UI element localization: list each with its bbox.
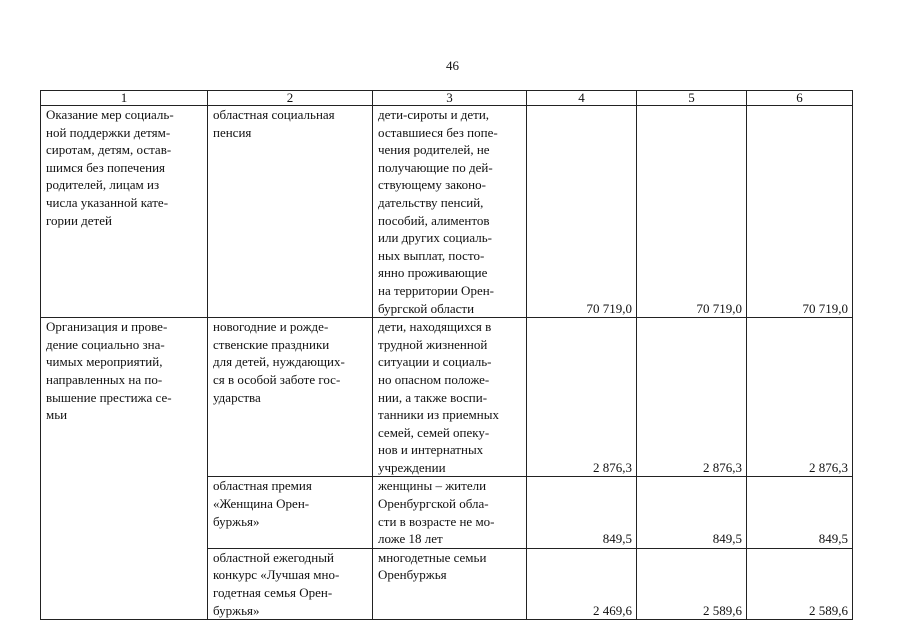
recipients-text: многодетные семьи Оренбуржья: [378, 549, 487, 583]
support-type-cell: [208, 477, 373, 548]
page-number: 46: [446, 58, 459, 73]
table-row: [41, 318, 853, 477]
recipients-cell: [373, 477, 527, 548]
recipients-text: женщины – жители Оренбургской обла- сти в возрасте не мо- ложе 18 лет: [378, 478, 495, 547]
column-number-1: 1: [41, 91, 208, 106]
measure-text: Организация и прове- дение социально зна- чимых мероприятий, направленных на по- вышение престижа се- мьи: [46, 319, 172, 423]
amount-col4: 2 876,3: [527, 318, 637, 477]
amount-col6: 2 876,3: [747, 318, 853, 477]
table-row: [41, 106, 853, 318]
amount-col4: 70 719,0: [527, 106, 637, 318]
column-number-6: 6: [747, 91, 853, 106]
support-type-text: областная премия «Женщина Орен- буржья»: [213, 478, 312, 529]
amount-col5: 2 876,3: [637, 318, 747, 477]
amount-col5: 849,5: [637, 477, 747, 548]
recipients-cell: [373, 548, 527, 619]
measure-text: Оказание мер социаль- ной поддержки детям- сиротам, детям, остав- шимся без попечения родителей, лицам из числа указанной кате- гории детей: [46, 107, 174, 228]
column-number-3: 3: [373, 91, 527, 106]
support-type-cell: [208, 106, 373, 318]
support-type-cell: [208, 318, 373, 477]
amount-col4: 2 469,6: [527, 548, 637, 619]
budget-table: [40, 90, 853, 620]
column-number-row: [41, 91, 853, 106]
amount-col4: 849,5: [527, 477, 637, 548]
column-number-2: 2: [208, 91, 373, 106]
amount-col6: 70 719,0: [747, 106, 853, 318]
amount-col6: 849,5: [747, 477, 853, 548]
recipients-text: дети, находящихся в трудной жизненной ситуации и социаль- но опасном положе- нии, а также воспи- танники из приемных семей, семей опеку- нов и интернатных учреждении: [378, 319, 499, 475]
recipients-cell: [373, 318, 527, 477]
column-number-5: 5: [637, 91, 747, 106]
recipients-text: дети-сироты и дети, оставшиеся без попе- чения родителей, не получающие по дей- ствующему законо- дательству пенсий, пособий, алиментов или других социаль- ных выплат, посто- янно проживающие на территории Орен- бургской области: [378, 107, 498, 316]
column-number-4: 4: [527, 91, 637, 106]
recipients-cell: [373, 106, 527, 318]
support-type-text: областной ежегодный конкурс «Лучшая мно- годетная семья Орен- буржья»: [213, 549, 340, 618]
support-type-text: новогодние и рожде- ственские праздники для детей, нуждающих- ся в особой заботе гос- ударства: [213, 319, 345, 405]
amount-col6: 2 589,6: [747, 548, 853, 619]
measure-cell: [41, 318, 208, 620]
measure-cell: [41, 106, 208, 318]
support-type-text: областная социальная пенсия: [213, 107, 335, 140]
support-type-cell: [208, 548, 373, 619]
amount-col5: 2 589,6: [637, 548, 747, 619]
amount-col5: 70 719,0: [637, 106, 747, 318]
